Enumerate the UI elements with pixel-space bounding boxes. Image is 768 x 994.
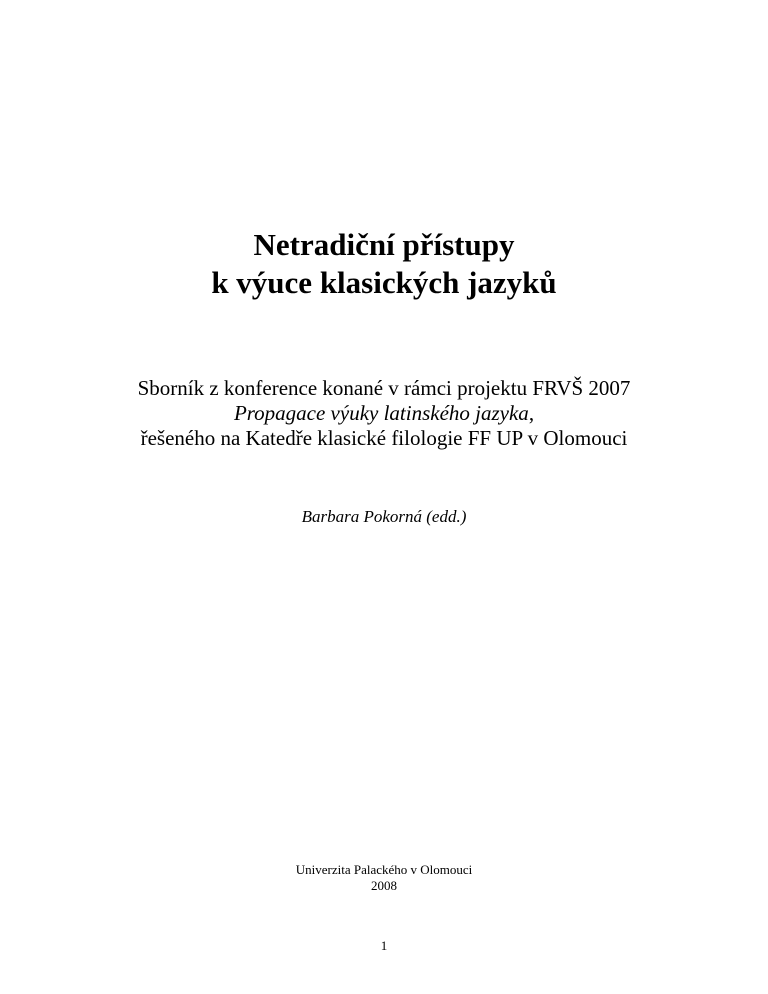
page-title <box>0 226 768 302</box>
project-name: Propagace výuky latinského jazyka <box>233 401 529 425</box>
subtitle-block <box>0 376 768 451</box>
title-line-1: Netradiční přístupy <box>253 227 515 262</box>
editor-credit: Barbara Pokorná (edd.) <box>301 507 467 526</box>
subtitle-line-3: řešeného na Katedře klasické filologie FF UP v Olomouci <box>140 426 628 450</box>
page-number: 1 <box>380 938 388 953</box>
subtitle-line-1: Sborník z konference konané v rámci projektu FRVŠ 2007 <box>137 376 631 400</box>
publisher-block <box>0 862 768 894</box>
subtitle-line-2 <box>0 401 768 426</box>
title-line-2: k výuce klasických jazyků <box>211 265 557 300</box>
publisher-name: Univerzita Palackého v Olomouci <box>295 862 473 877</box>
subtitle-line-2-suffix: , <box>528 401 535 425</box>
publication-year: 2008 <box>371 878 397 893</box>
